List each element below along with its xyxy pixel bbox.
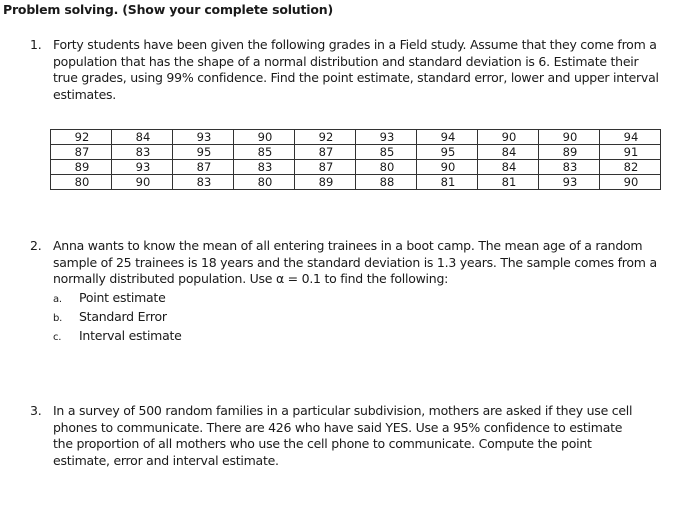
table-cell: 80 xyxy=(356,160,417,175)
table-cell: 94 xyxy=(417,130,478,145)
problem-1-text: Forty students have been given the following grades in a Field study. Assume that they come from a population that has the shape of a normal distribution and standard deviation is 6. Estimate their true grades, using 99% confidence. Find the point estimate, standard error, lower and upper interval estimates. xyxy=(53,37,659,102)
subitem-text: Standard Error xyxy=(79,308,167,324)
table-cell: 83 xyxy=(234,160,295,175)
table-row xyxy=(51,145,661,160)
table-row xyxy=(51,160,661,175)
table-cell: 89 xyxy=(295,175,356,190)
table-row xyxy=(51,175,661,190)
problem-2-subitems xyxy=(53,288,668,345)
table-cell: 84 xyxy=(478,160,539,175)
table-cell: 83 xyxy=(112,145,173,160)
table-cell: 93 xyxy=(112,160,173,175)
table-cell: 90 xyxy=(539,130,600,145)
table-cell: 84 xyxy=(478,145,539,160)
table-cell: 93 xyxy=(539,175,600,190)
table-cell: 90 xyxy=(417,160,478,175)
table-cell: 83 xyxy=(539,160,600,175)
problem-3-text: In a survey of 500 random families in a particular subdivision, mothers are asked if they use cell phones to communicate. There are 426 who have said YES. Use a 95% confidence to estimate the proportion of all mothers who use the cell phone to communicate. Compute the point estimate, error and interval estimate. xyxy=(53,403,633,468)
table-cell: 81 xyxy=(417,175,478,190)
problem-1-number: 1. xyxy=(30,37,42,52)
table-cell: 80 xyxy=(51,175,112,190)
table-cell: 94 xyxy=(600,130,661,145)
table-cell: 83 xyxy=(173,175,234,190)
table-cell: 95 xyxy=(417,145,478,160)
table-cell: 91 xyxy=(600,145,661,160)
table-cell: 85 xyxy=(356,145,417,160)
table-cell: 92 xyxy=(295,130,356,145)
subitem-letter: a. xyxy=(53,293,62,305)
table-cell: 82 xyxy=(600,160,661,175)
problem-2-text: Anna wants to know the mean of all entering trainees in a boot camp. The mean age of a random sample of 25 trainees is 18 years and the standard deviation is 1.3 years. The sample comes from a normally distributed population. Use α = 0.1 to find the following: xyxy=(53,238,657,286)
subitem-text: Point estimate xyxy=(79,289,166,305)
table-cell: 87 xyxy=(51,145,112,160)
subitem-letter: c. xyxy=(53,331,62,343)
table-cell: 90 xyxy=(112,175,173,190)
table-cell: 89 xyxy=(539,145,600,160)
table-cell: 84 xyxy=(112,130,173,145)
page-heading: Problem solving. (Show your complete solution) xyxy=(3,2,333,17)
subitem-a xyxy=(53,288,668,307)
subitem-letter: b. xyxy=(53,312,63,324)
grades-table xyxy=(50,129,661,190)
table-cell: 87 xyxy=(173,160,234,175)
table-cell: 88 xyxy=(356,175,417,190)
subitem-text: Interval estimate xyxy=(79,327,182,343)
table-cell: 87 xyxy=(295,160,356,175)
table-cell: 93 xyxy=(173,130,234,145)
table-row xyxy=(51,130,661,145)
problem-2-number: 2. xyxy=(30,238,42,253)
table-cell: 92 xyxy=(51,130,112,145)
problem-3-number: 3. xyxy=(30,403,42,418)
table-cell: 81 xyxy=(478,175,539,190)
table-cell: 90 xyxy=(234,130,295,145)
table-cell: 80 xyxy=(234,175,295,190)
table-cell: 90 xyxy=(600,175,661,190)
subitem-c xyxy=(53,326,668,345)
subitem-b xyxy=(53,307,668,326)
table-cell: 87 xyxy=(295,145,356,160)
table-cell: 89 xyxy=(51,160,112,175)
table-cell: 95 xyxy=(173,145,234,160)
table-cell: 93 xyxy=(356,130,417,145)
table-cell: 90 xyxy=(478,130,539,145)
table-cell: 85 xyxy=(234,145,295,160)
